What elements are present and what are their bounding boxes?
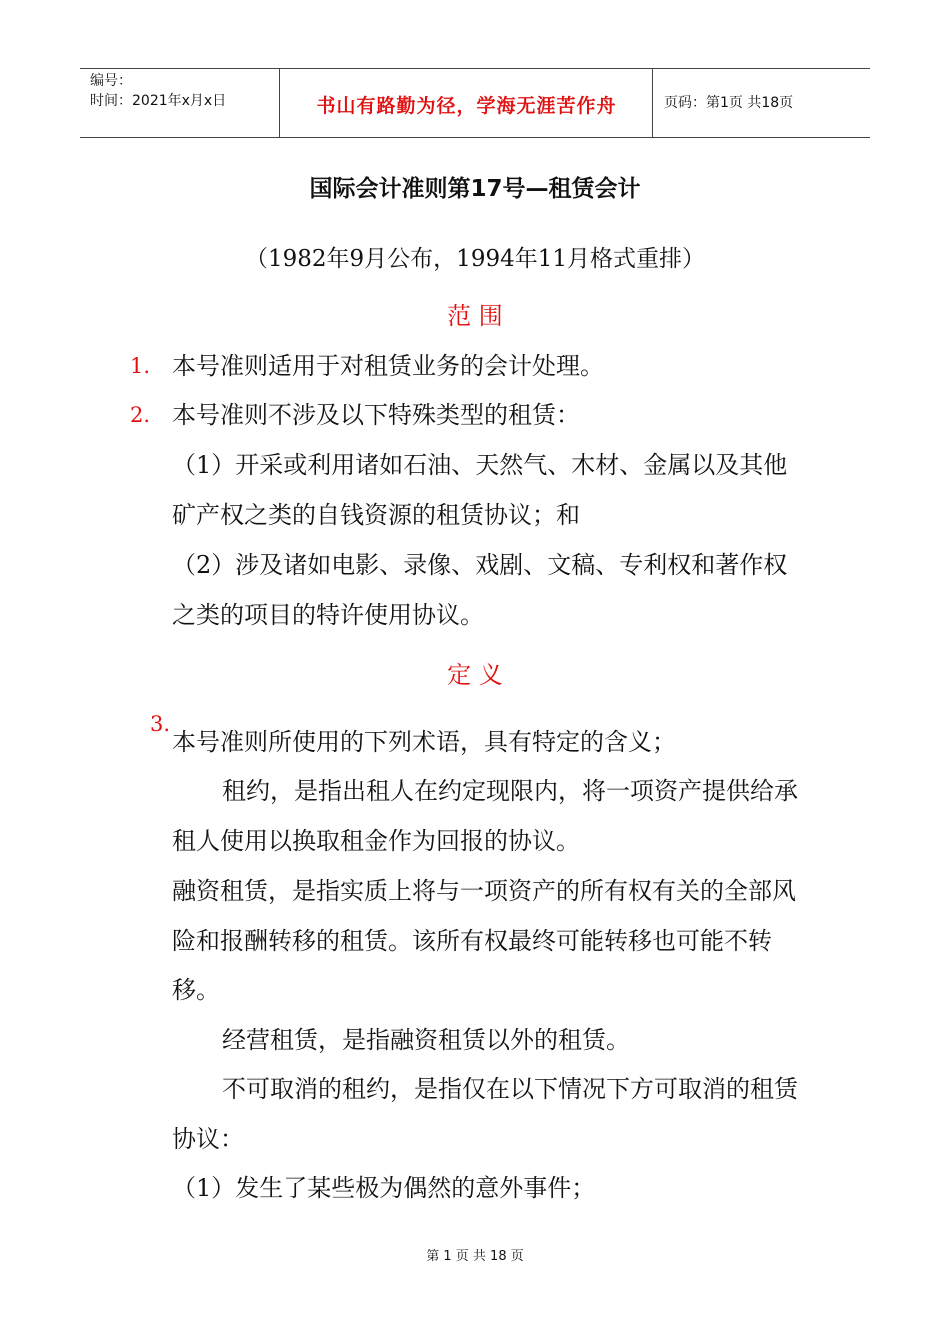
paragraph-1: 本号准则适用于对租赁业务的会计处理。 bbox=[172, 352, 604, 380]
definition-operating-lease: 经营租赁，是指融资租赁以外的租赁。 bbox=[222, 1026, 630, 1054]
header-motto-cell bbox=[281, 69, 653, 137]
header-meta-cell bbox=[80, 69, 280, 137]
paragraph-2: 本号准则不涉及以下特殊类型的租赁： bbox=[172, 401, 580, 429]
page-label: 页码：第1页 共18页 bbox=[664, 95, 794, 111]
section-heading-scope: 范 围 bbox=[447, 302, 503, 330]
definition-noncancellable-line-2: 协议： bbox=[172, 1125, 244, 1153]
paragraph-2-1-line-2: 矿产权之类的自钱资源的租赁协议；和 bbox=[172, 501, 580, 529]
motto: 书山有路勤为径，学海无涯苦作舟 bbox=[316, 95, 617, 117]
definition-lease-line-2: 租人使用以换取租金作为回报的协议。 bbox=[172, 827, 580, 855]
definition-finance-lease-line-1: 融资租赁，是指实质上将与一项资产的所有权有关的全部风 bbox=[172, 877, 796, 905]
definition-noncancellable-item-1: （1）发生了某些极为偶然的意外事件； bbox=[172, 1174, 596, 1202]
paragraph-2-2-line-2: 之类的项目的特许使用协议。 bbox=[172, 601, 484, 629]
page-footer: 第 1 页 共 18 页 bbox=[426, 1249, 524, 1264]
definition-lease-line-1: 租约，是指出租人在约定现限内，将一项资产提供给承 bbox=[222, 777, 798, 805]
document-subtitle: （1982年9月公布，1994年11月格式重排） bbox=[245, 246, 705, 272]
paragraph-2-1-line-1: （1）开采或利用诸如石油、天然气、木材、金属以及其他 bbox=[172, 451, 788, 479]
definition-finance-lease-line-2: 险和报酬转移的租赁。该所有权最终可能转移也可能不转 bbox=[172, 927, 772, 955]
document-title: 国际会计准则第17号—租赁会计 bbox=[309, 176, 641, 202]
time-label: 时间：2021年x月x日 bbox=[90, 93, 227, 109]
item-number-1: 1. bbox=[130, 354, 151, 378]
item-number-2: 2. bbox=[130, 403, 151, 427]
item-number-3: 3. bbox=[150, 712, 171, 736]
header-page-cell bbox=[654, 69, 870, 137]
definition-noncancellable-line-1: 不可取消的租约，是指仅在以下情况下方可取消的租赁 bbox=[222, 1075, 798, 1103]
section-heading-definitions: 定 义 bbox=[447, 661, 503, 689]
paragraph-3: 本号准则所使用的下列术语，具有特定的含义； bbox=[172, 728, 676, 756]
definition-finance-lease-line-3: 移。 bbox=[172, 976, 220, 1004]
paragraph-2-2-line-1: （2）涉及诸如电影、录像、戏剧、文稿、专利权和著作权 bbox=[172, 551, 788, 579]
header-table bbox=[80, 68, 870, 138]
number-label: 编号： bbox=[90, 73, 132, 89]
